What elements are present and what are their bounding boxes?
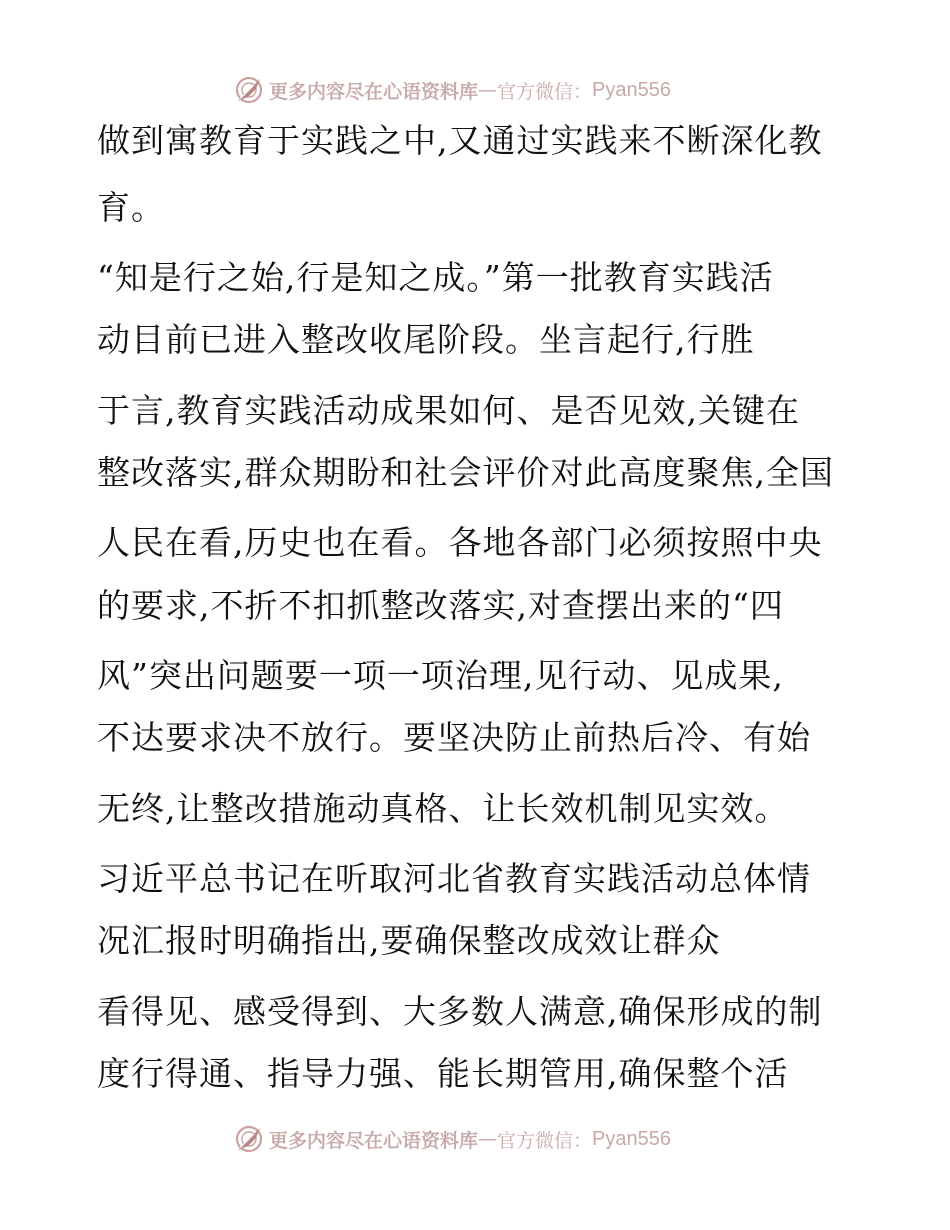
- body-text-line: 况汇报时明确指出,要确保整改成效让群众: [97, 921, 721, 960]
- banner-main-text: 更多内容尽在心语资料库: [269, 80, 479, 103]
- body-text-line: 于言,教育实践活动成果如何、是否见效,关键在: [97, 391, 800, 430]
- banner-wechat-id: Pyan556: [592, 1127, 671, 1150]
- banner-separator: —: [478, 79, 498, 101]
- banner-main-text: 更多内容尽在心语资料库: [269, 1129, 479, 1152]
- body-text-line: 做到寓教育于实践之中,又通过实践来不断深化教: [97, 121, 823, 160]
- header-watermark-banner: [234, 73, 671, 107]
- body-text-line: 人民在看,历史也在看。各地各部门必须按照中央: [97, 523, 823, 562]
- body-text-line: 整改落实,群众期盼和社会评价对此高度聚焦,全国: [97, 453, 834, 492]
- body-text-line: 习近平总书记在听取河北省教育实践活动总体情: [97, 859, 811, 898]
- footer-watermark-banner: [234, 1122, 671, 1156]
- banner-wechat-id: Pyan556: [592, 78, 671, 101]
- quill-logo-icon: [234, 75, 264, 105]
- banner-separator: —: [478, 1128, 498, 1150]
- body-text-line: 看得见、感受得到、大多数人满意,确保形成的制: [97, 992, 823, 1031]
- body-text-line: 度行得通、指导力强、能长期管用,确保整个活: [97, 1054, 789, 1093]
- body-text-line: 无终,让整改措施动真格、让长效机制见实效。: [97, 789, 789, 828]
- banner-wechat-label: 官方微信：: [497, 80, 593, 103]
- body-text-line: 的要求,不折不扣抓整改落实,对查摆出来的“四: [97, 586, 784, 625]
- body-text-line: “知是行之始,行是知之成。”第一批教育实践活: [97, 258, 774, 297]
- body-text-line: 育。: [97, 188, 165, 227]
- quill-logo-icon: [234, 1124, 264, 1154]
- body-text-line: 风”突出问题要一项一项治理,见行动、见成果,: [97, 656, 784, 695]
- banner-wechat-label: 官方微信：: [497, 1129, 593, 1152]
- body-text-line: 动目前已进入整改收尾阶段。坐言起行,行胜: [97, 320, 755, 359]
- body-text-line: 不达要求决不放行。要坚决防止前热后冷、有始: [97, 718, 811, 757]
